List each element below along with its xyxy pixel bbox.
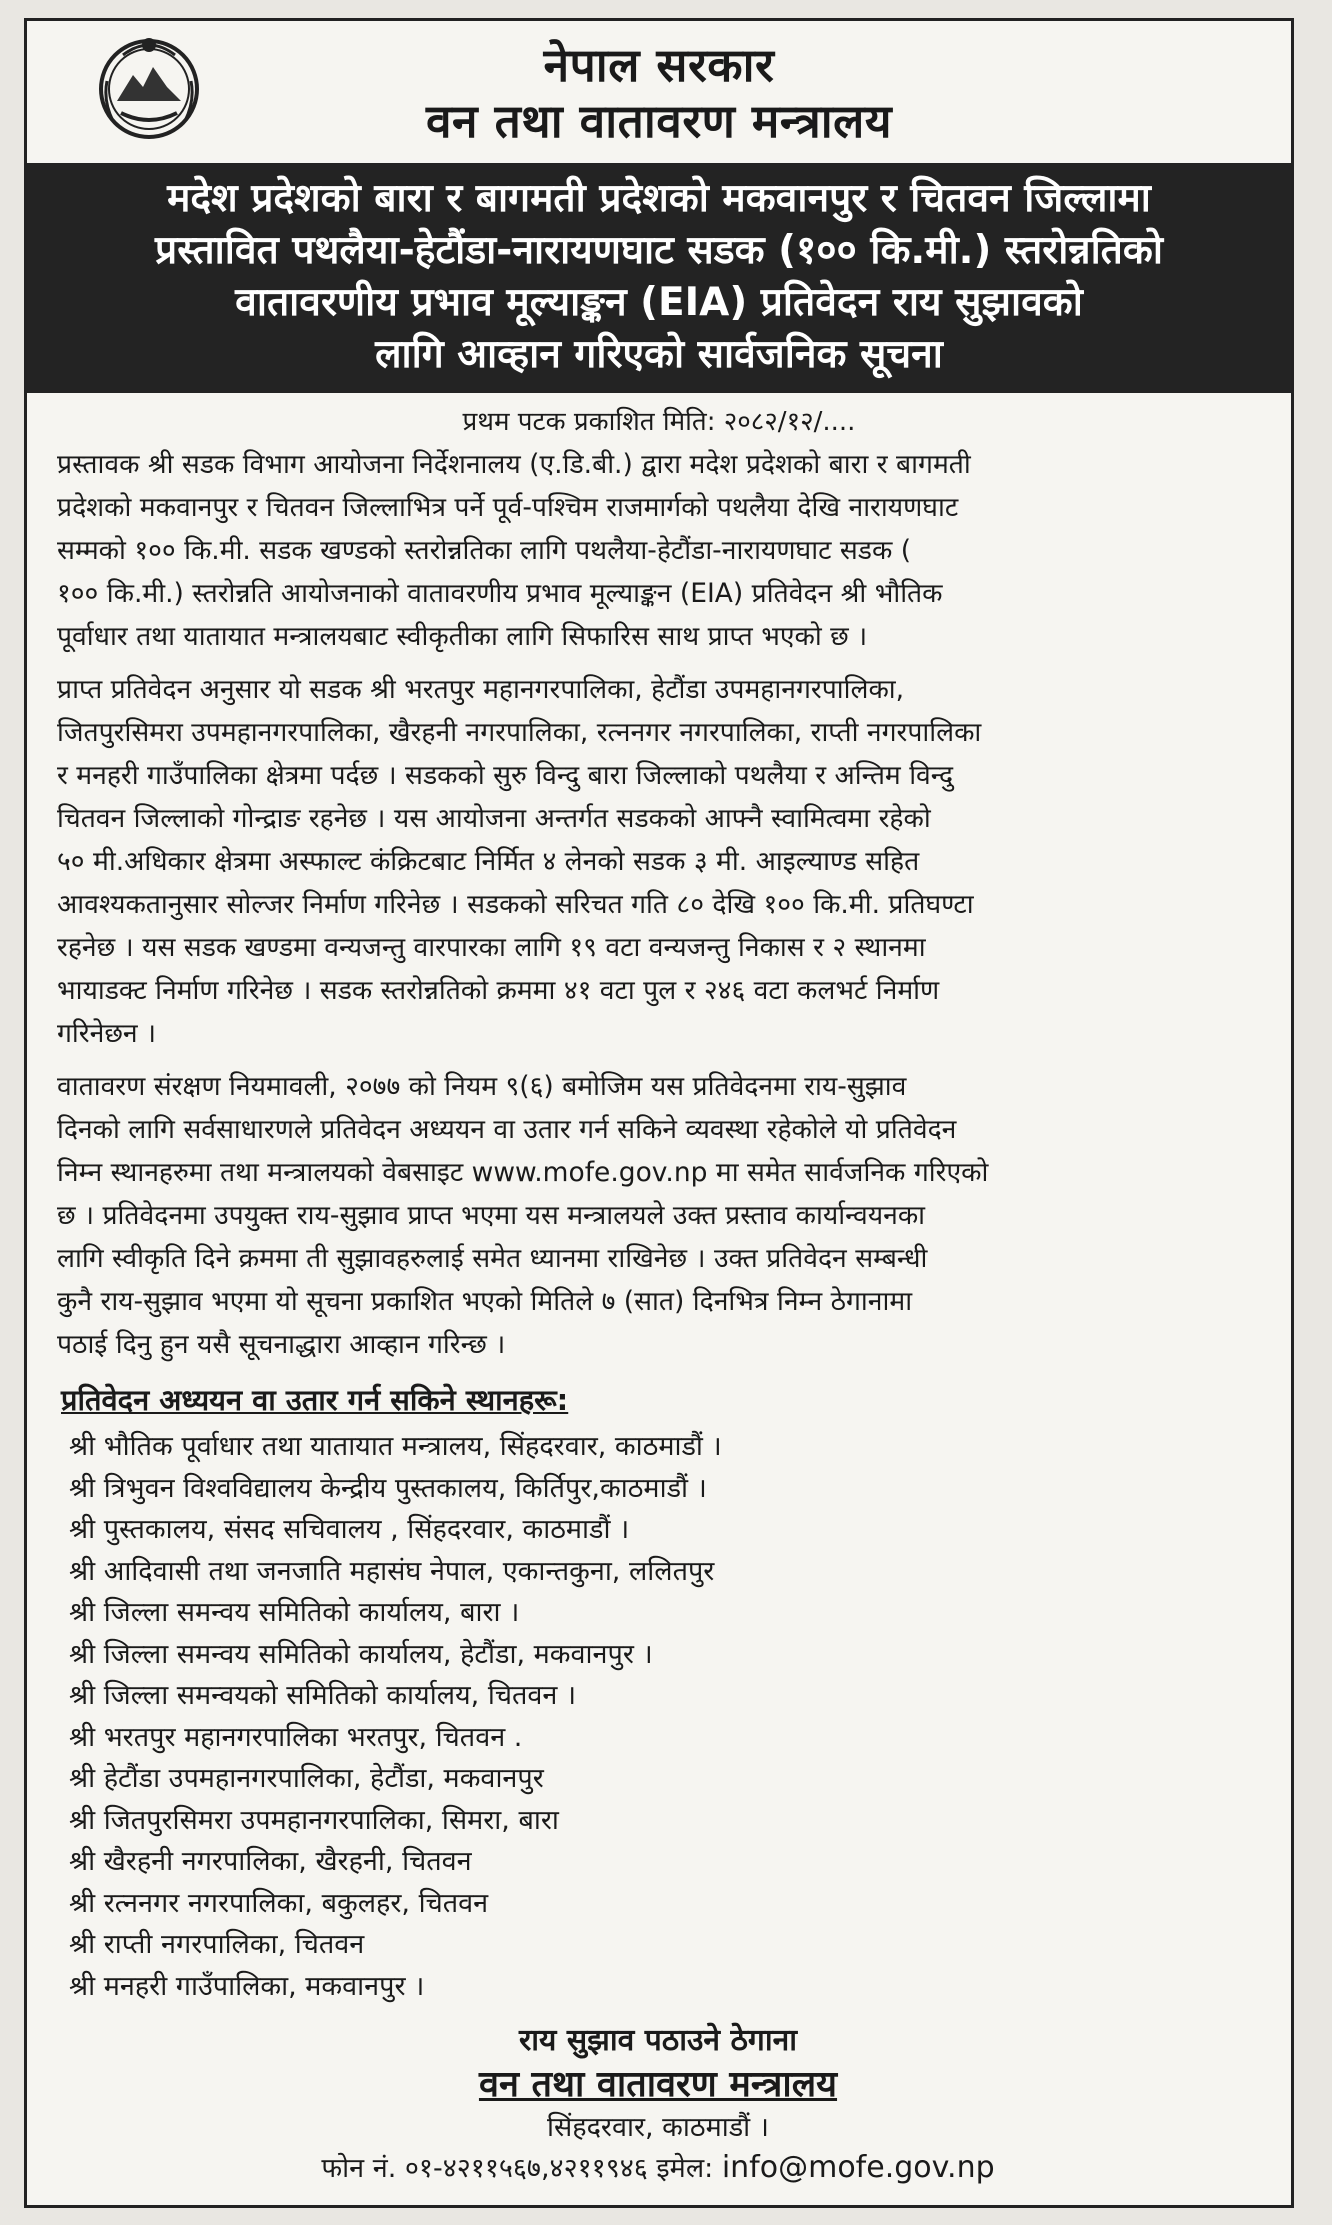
paragraph-proposal [57,443,1259,658]
paragraph-line: लागि स्वीकृति दिने क्रममा ती सुझावहरुलाई समेत ध्यानमा राखिनेछ । उक्त प्रतिवेदन सम्बन्धी [57,1243,928,1274]
paragraph-public-comments [57,1065,1259,1366]
paragraph-line: दिनको लागि सर्वसाधारणले प्रतिवेदन अध्ययन वा उतार गर्न सकिने व्यवस्था रहेकोले यो प्रतिवेदन [57,1114,957,1145]
paragraph-road-details [57,668,1259,1055]
location-item: श्री खैरहनी नगरपालिका, खैरहनी, चितवन [69,1846,472,1877]
phone-label: फोन नं. ०१-४२११५६७,४२११९४६ इमेल: [321,2153,714,2184]
footer-ministry: वन तथा वातावरण मन्त्रालय [478,2064,838,2105]
address-heading: राय सुझाव पठाउने ठेगाना [518,2023,798,2058]
location-item: श्री जितपुरसिमरा उपमहानगरपालिका, सिमरा, बारा [69,1804,559,1836]
paragraph-line: पूर्वाधार तथा यातायात मन्त्रालयबाट स्वीकृतीका लागि सिफारिस साथ प्राप्त भएको छ । [57,621,868,652]
paragraph-line: गरिनेछन । [57,1018,157,1049]
paragraph-line: वातावरण संरक्षण नियमावली, २०७७ को नियम ९(६) बमोजिम यस प्रतिवेदनमा राय-सुझाव [57,1071,907,1102]
location-item: श्री भौतिक पूर्वाधार तथा यातायात मन्त्रालय, सिंहदरवार, काठमाडौं । [69,1431,722,1462]
paragraph-line: रहनेछ । यस सडक खण्डमा वन्यजन्तु वारपारका लागि १९ वटा वन्यजन्तु निकास र २ स्थानमा [57,932,926,963]
paragraph-line: निम्न स्थानहरुमा तथा मन्त्रालयको वेबसाइट www.mofe.gov.np मा समेत सार्वजनिक गरिएको [57,1157,989,1188]
paragraph-line: चितवन जिल्लाको गोन्द्राङ रहनेछ । यस आयोजना अन्तर्गत सडकको आफ्नै स्वामित्वमा रहेको [57,803,931,834]
banner-line: लागि आव्हान गरिएको सार्वजनिक सूचना [375,332,943,377]
paragraph-line: जितपुरसिमरा उपमहानगरपालिका, खैरहनी नगरपालिका, रत्ननगर नगरपालिका, राप्ती नगरपालिका [57,717,982,748]
email-link[interactable]: info@mofe.gov.np [721,2150,995,2185]
location-item: श्री त्रिभुवन विश्वविद्यालय केन्द्रीय पुस्तकालय, किर्तिपुर,काठमाडौं । [69,1472,707,1504]
publication-date: प्रथम पटक प्रकाशित मिति: २०८२/१२/.... [462,407,856,437]
location-item: श्री पुस्तकालय, संसद सचिवालय , सिंहदरवार, काठमाडौं । [69,1514,630,1545]
banner-line: वातावरणीय प्रभाव मूल्याङ्कन (EIA) प्रतिवेदन राय सुझावको [235,280,1083,325]
paragraph-line: सम्मको १०० कि.मी. सडक खण्डको स्तरोन्नतिका लागि पथलैया-हेटौंडा-नारायणघाट सडक ( [57,535,912,566]
paragraph-line: आवश्यकतानुसार सोल्जर निर्माण गरिनेछ । सडकको सरिचत गति ८० देखि १०० कि.मी. प्रतिघण्टा [57,889,974,920]
contact-footer [57,2021,1259,2190]
paragraph-line: १०० कि.मी.) स्तरोन्नति आयोजनाको वातावरणीय प्रभाव मूल्याङ्कन (EIA) प्रतिवेदन श्री भौतिक [57,578,943,609]
location-item: श्री रत्ननगर नगरपालिका, बकुलहर, चितवन [69,1887,489,1919]
notice-body [27,439,1291,2190]
footer-address: सिंहदरवार, काठमाडौं । [547,2112,769,2143]
header-titles [27,37,1291,149]
paragraph-line: पठाई दिनु हुन यसै सूचनाद्धारा आव्हान गरिन्छ । [57,1329,506,1360]
notice-heading-banner [27,163,1291,393]
paragraph-line: प्रस्तावक श्री सडक विभाग आयोजना निर्देशनालय (ए.डि.बी.) द्वारा मदेश प्रदेशको बारा र बागमती [57,449,971,480]
government-title: नेपाल सरकार [543,38,775,92]
location-item: श्री मनहरी गाउँपालिका, मकवानपुर । [69,1970,425,2002]
location-item: श्री जिल्ला समन्वय समितिको कार्यालय, हेटौंडा, मकवानपुर । [69,1638,653,1670]
notice-page [24,18,1294,2208]
banner-line: प्रस्तावित पथलैया-हेटौंडा-नारायणघाट सडक (१०० कि.मी.) स्तरोन्नतिको [155,228,1163,273]
paragraph-line: कुनै राय-सुझाव भएमा यो सूचना प्रकाशित भएको मितिले ७ (सात) दिनभित्र निम्न ठेगानामा [57,1286,913,1317]
header [27,21,1291,148]
location-item: श्री हेटौंडा उपमहानगरपालिका, हेटौंडा, मकवानपुर [69,1763,544,1794]
locations-list [69,1426,1259,2007]
paragraph-line: र मनहरी गाउँपालिका क्षेत्रमा पर्दछ । सडकको सुरु विन्दु बारा जिल्लाको पथलैया र अन्तिम विन्दु [57,760,954,791]
ministry-title: वन तथा वातावरण मन्त्रालय [425,94,893,148]
banner-line: मदेश प्रदेशको बारा र बागमती प्रदेशको मकवानपुर र चितवन जिल्लामा [167,176,1151,221]
location-item: श्री जिल्ला समन्वयको समितिको कार्यालय, चितवन । [69,1680,577,1711]
location-item: श्री राप्ती नगरपालिका, चितवन [69,1929,365,1960]
paragraph-line: छ । प्रतिवेदनमा उपयुक्त राय-सुझाव प्राप्त भएमा यस मन्त्रालयले उक्त प्रस्ताव कार्यान्वयनका [57,1200,926,1231]
location-item: श्री भरतपुर महानगरपालिका भरतपुर, चितवन . [69,1721,523,1753]
footer-contact [57,2147,1259,2190]
locations-title: प्रतिवेदन अध्ययन वा उतार गर्न सकिने स्थानहरू: [61,1383,569,1417]
location-item: श्री जिल्ला समन्वय समितिको कार्यालय, बारा । [69,1597,520,1628]
paragraph-line: प्रदेशको मकवानपुर र चितवन जिल्लाभित्र पर्ने पूर्व-पश्चिम राजमार्गको पथलैया देखि नारायणघाट [57,492,959,523]
paragraph-line: ५० मी.अधिकार क्षेत्रमा अस्फाल्ट कंक्रिटबाट निर्मित ४ लेनको सडक ३ मी. आइल्याण्ड सहित [57,846,920,877]
location-item: श्री आदिवासी तथा जनजाति महासंघ नेपाल, एकान्तकुना, ललितपुर [69,1555,715,1587]
paragraph-line: भायाडक्ट निर्माण गरिनेछ । सडक स्तरोन्नतिको क्रममा ४१ वटा पुल र २४६ वटा कलभर्ट निर्माण [57,975,940,1006]
paragraph-line: प्राप्त प्रतिवेदन अनुसार यो सडक श्री भरतपुर महानगरपालिका, हेटौंडा उपमहानगरपालिका, [57,674,905,705]
